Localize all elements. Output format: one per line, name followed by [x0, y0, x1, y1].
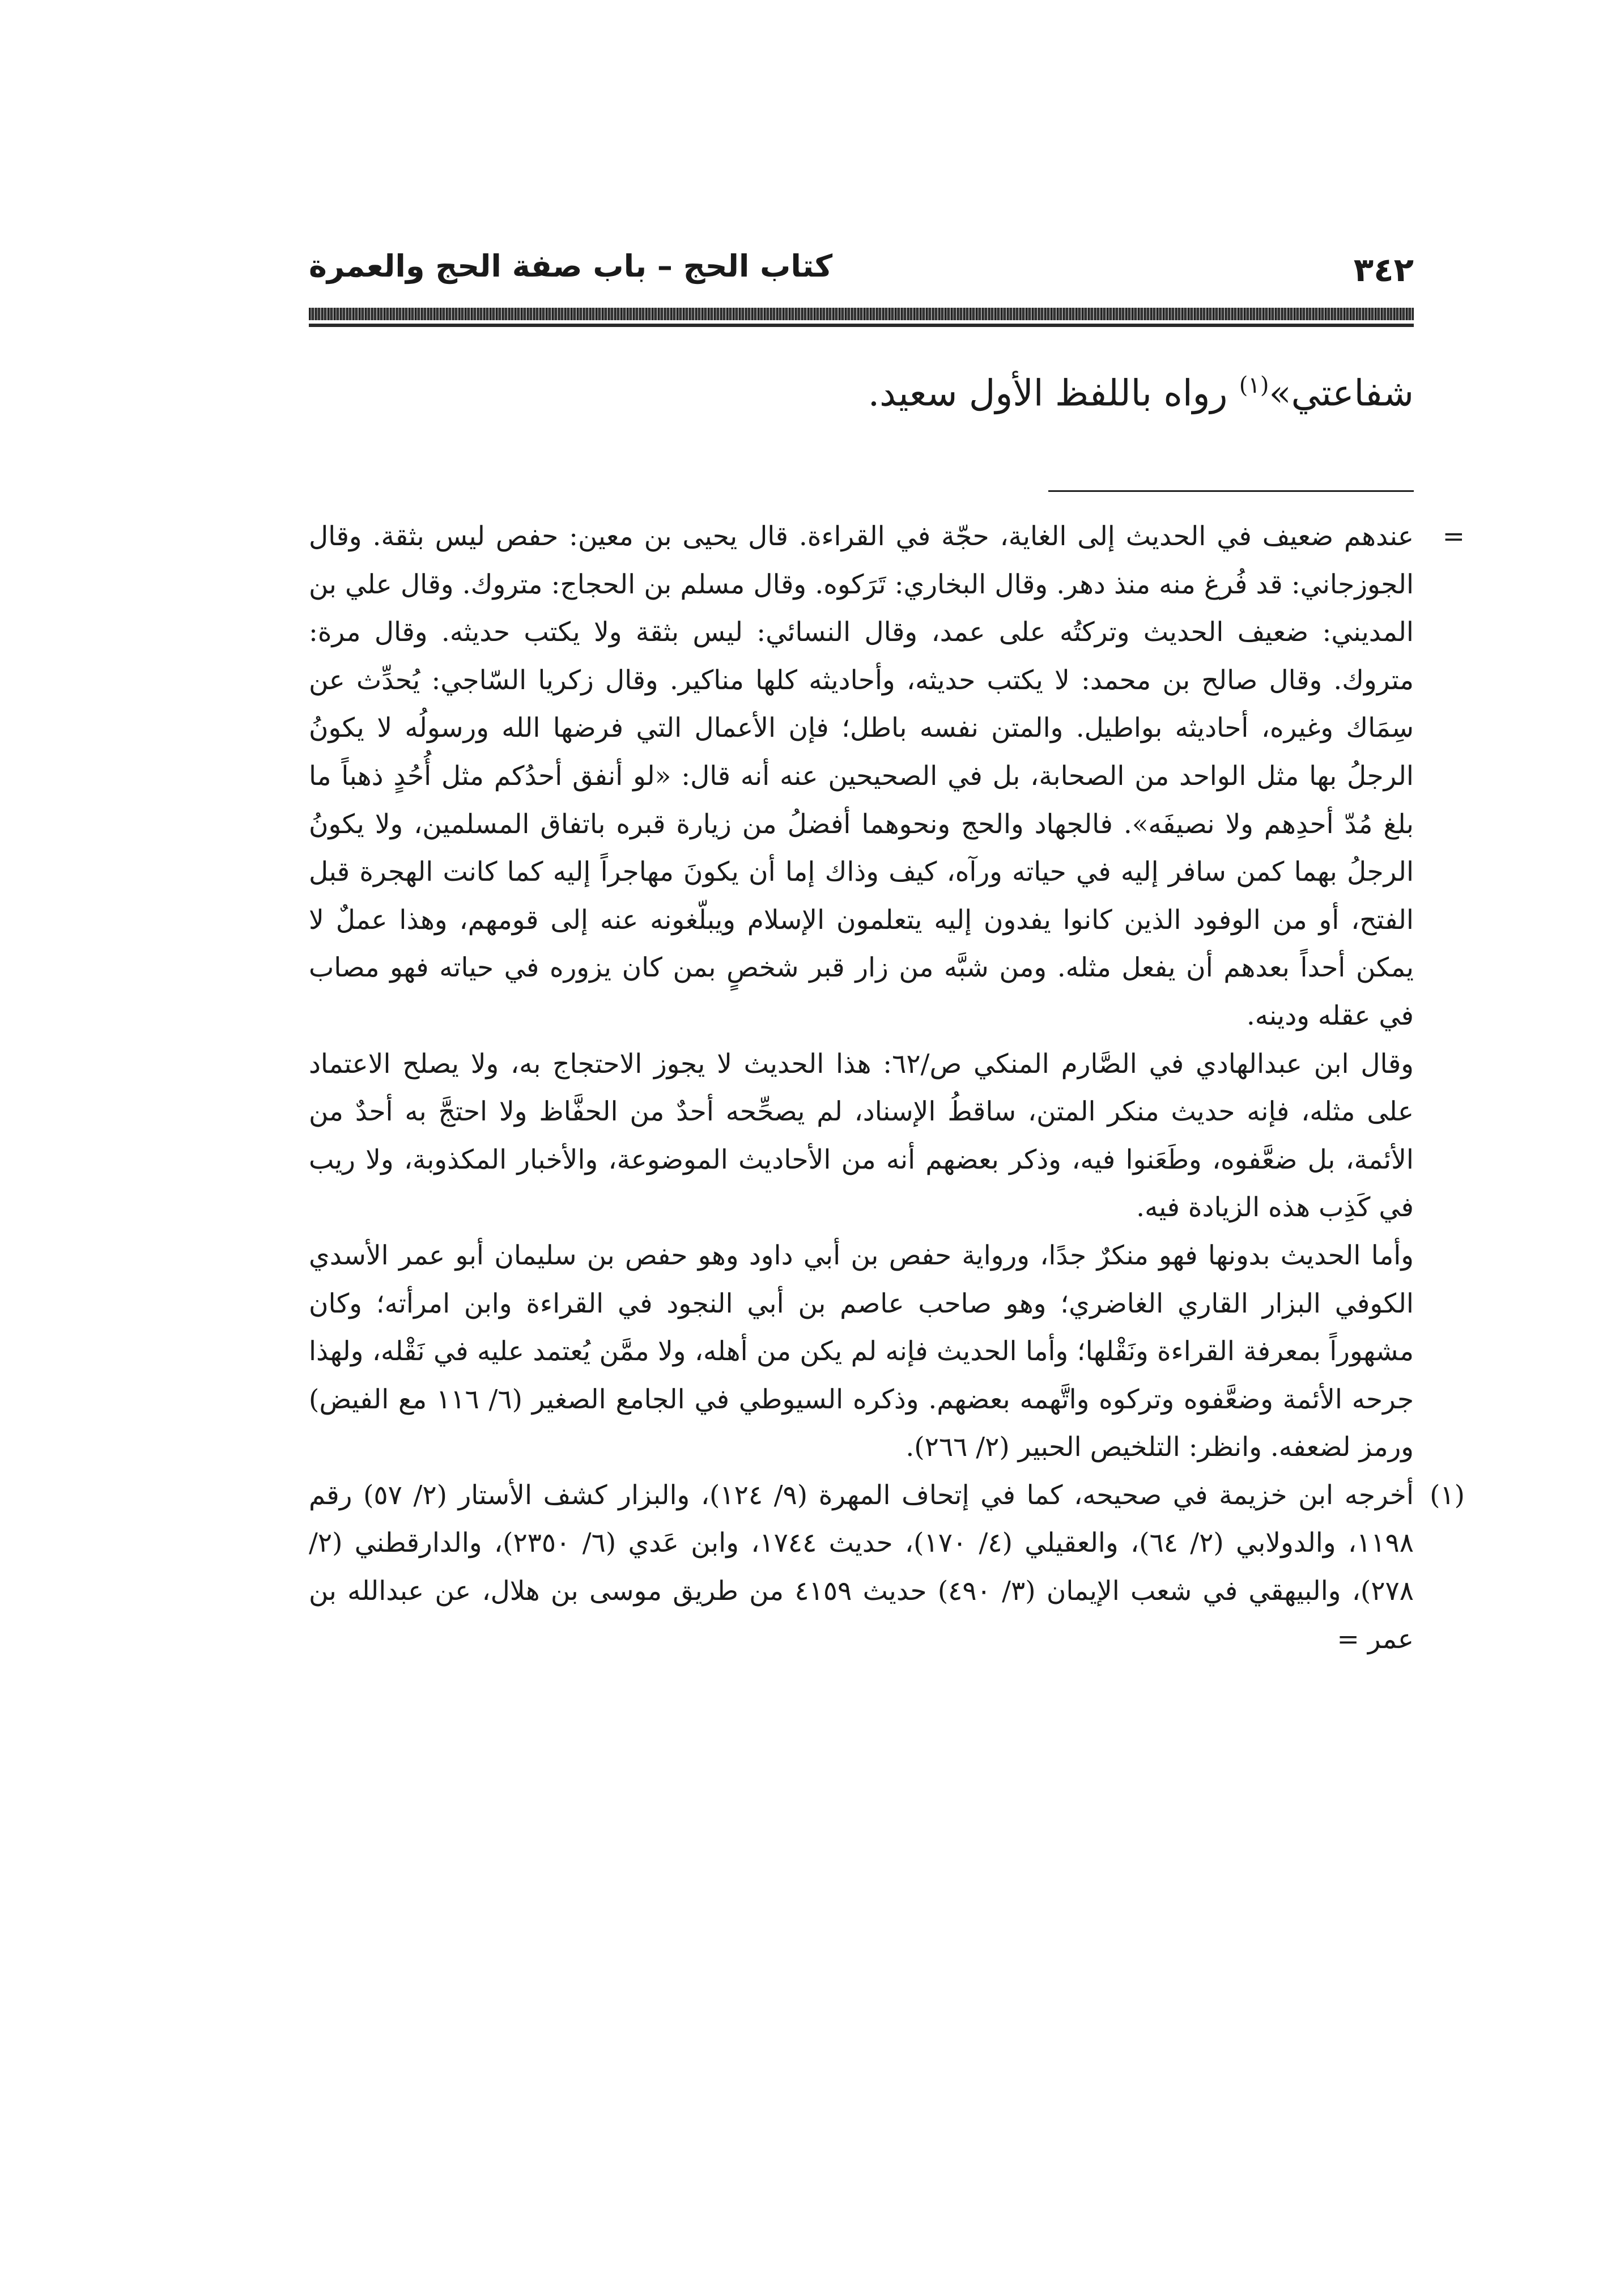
- running-header: [309, 244, 1414, 295]
- footnote-paragraph: عندهم ضعيف في الحديث إلى الغاية، حجّة في القراءة. قال يحيى بن معين: حفص ليس بثقة. وقال الجوزجاني: قد فُرغ منه منذ دهر. وقال البخاري: تَرَكوه. وقال مسلم بن الحجاج: متروك. وقال علي بن المديني: ضعيف الحديث وتركتُه على عمد، وقال النسائي: ليس بثقة ولا يكتب حديثه. وقال مرة: متروك. وقال صالح بن محمد: لا يكتب حديثه، وأحاديثه كلها مناكير. وقال زكريا السّاجي: يُحدِّث عن سِمَاك وغيره، أحاديثه بواطيل. والمتن نفسه باطل؛ فإن الأعمال التي فرضها الله ورسولُه لا يكونُ الرجلُ بها مثل الواحد من الصحابة، بل في الصحيحين عنه أنه قال: «لو أنفق أحدُكم مثل أُحُدٍ ذهباً ما بلغ مُدّ أحدِهم ولا نصيفَه». فالجهاد والحج ونحوهما أفضلُ من زيارة قبره باتفاق المسلمين، ولا يكونُ الرجلُ بهما كمن سافر إليه في حياته ورآه، كيف وذاك إما أن يكونَ مهاجراً إليه كما كانت الهجرة قبل الفتح، أو من الوفود الذين كانوا يفدون إليه يتعلمون الإسلام ويبلّغونه عنه إلى قومهم، وهذا عملٌ لا يمكن أحداً بعدهم أن يفعل مثله. ومن شبَّه من زار قبر شخصٍ بمن كان يزوره في حياته فهو مصاب في عقله ودينه.: [309, 521, 1414, 1031]
- main-text-line: [309, 354, 1414, 424]
- page-number: ٣٤٢: [1353, 250, 1414, 289]
- footnote-continuation: [309, 513, 1465, 1472]
- footnotes-section: [309, 513, 1465, 1663]
- footnote-text: [309, 1472, 1414, 1663]
- footnote-1: [309, 1472, 1465, 1663]
- footnote-1-text: أخرجه ابن خزيمة في صحيحه، كما في إتحاف المهرة (٩/ ١٢٤)، والبزار كشف الأستار (٢/ ٥٧) رقم ١١٩٨، والدولابي (٢/ ٦٤)، والعقيلي (٤/ ١٧٠)، حديث ١٧٤٤، وابن عَدي (٦/ ٢٣٥٠)، والدارقطني (٢/ ٢٧٨)، والبيهقي في شعب الإيمان (٣/ ٤٩٠) حديث ٤١٥٩ من طريق موسى بن هلال، عن عبدالله بن عمر: [309, 1479, 1414, 1655]
- continuation-end-mark: =: [1337, 1623, 1359, 1655]
- footnote-paragraph: وقال ابن عبدالهادي في الصَّارم المنكي ص/٦٢: هذا الحديث لا يجوز الاحتجاج به، ولا يصلح الاعتماد على مثله، فإنه حديث منكر المتن، ساقطُ الإسناد، لم يصحِّحه أحدٌ من الحفَّاظ ولا احتجَّ به أحدٌ من الأئمة، بل ضعَّفوه، وطَعَنوا فيه، وذكر بعضهم أنه من الأحاديث الموضوعة، والأخبار المكذوبة، ولا ريب في كَذِب هذه الزيادة فيه.: [309, 1048, 1414, 1224]
- main-text-before-ref: شفاعتي»: [1269, 372, 1414, 415]
- footnote-reference: (١): [1239, 372, 1269, 398]
- footnote-paragraph: وأما الحديث بدونها فهو منكرٌ جدًا، ورواية حفص بن أبي داود وهو حفص بن سليمان أبو عمر الأسدي الكوفي البزار القاري الغاضري؛ وهو صاحب عاصم بن أبي النجود في القراءة وابن امرأته؛ وكان مشهوراً بمعرفة القراءة ونَقْلها؛ وأما الحديث فإنه لم يكن من أهله، ولا ممَّن يُعتمد عليه في نَقْله، ولهذا جرحه الأئمة وضعَّفوه وتركوه واتَّهمه بعضهم. وذكره السيوطي في الجامع الصغير (٦/ ١١٦ مع الفيض) ورمز لضعفه. وانظر: التلخيص الحبير (٢/ ٢٦٦).: [309, 1239, 1414, 1463]
- footnote-number: (١): [1430, 1479, 1465, 1511]
- main-text-after-ref: رواه باللفظ الأول سعيد.: [868, 372, 1239, 415]
- header-ornament-rule: [309, 308, 1414, 320]
- footnote-separator: [1048, 490, 1414, 492]
- header-rule-line: [309, 324, 1414, 327]
- continuation-mark: =: [1442, 521, 1465, 552]
- chapter-title: كتاب الحج – باب صفة الحج والعمرة: [309, 248, 833, 284]
